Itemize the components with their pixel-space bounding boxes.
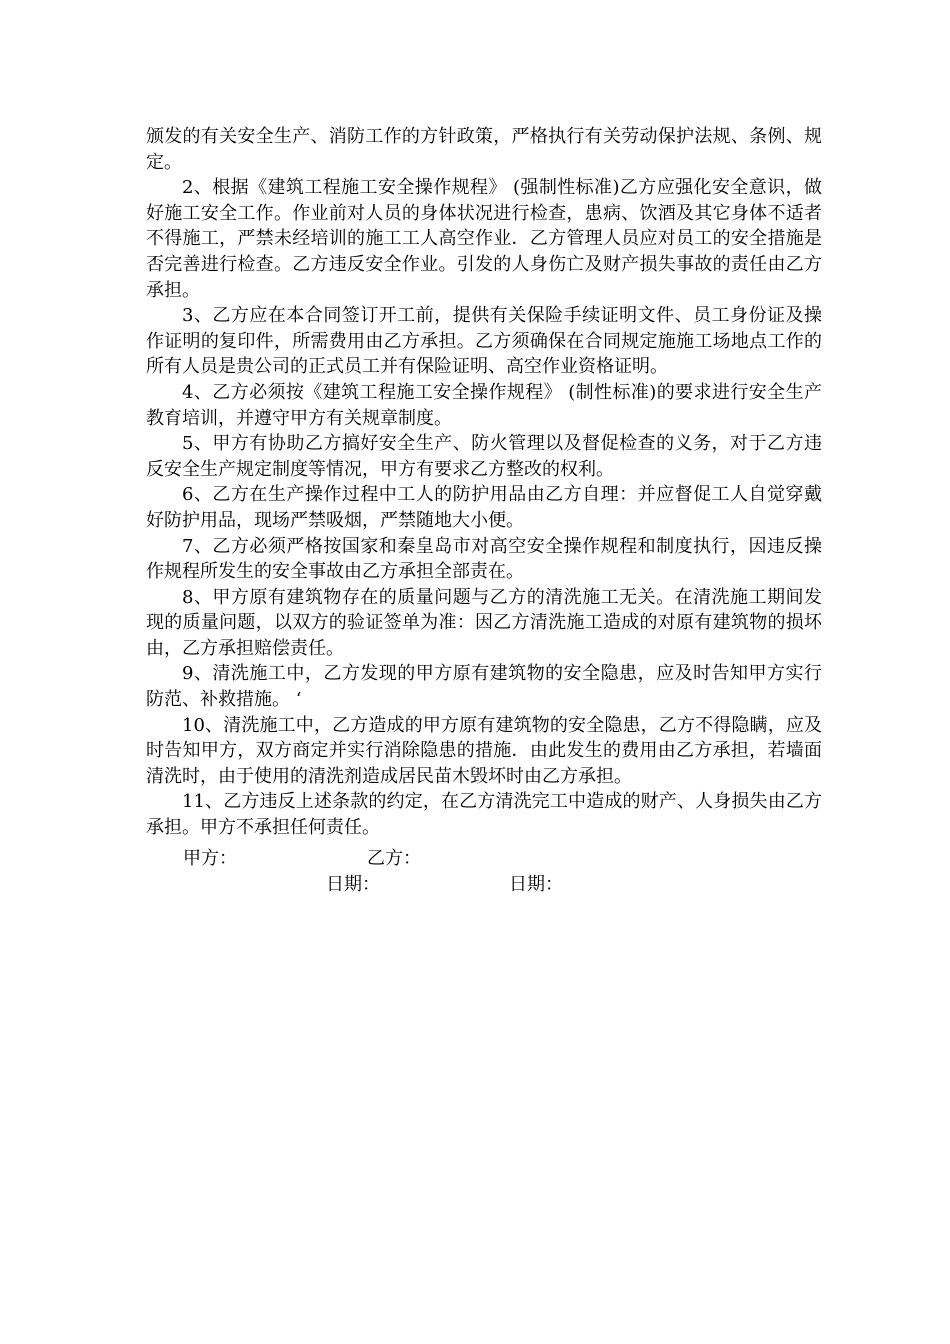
clause-2: 2、根据《建筑工程施工安全操作规程》 (强制性标准)乙方应强化安全意识，做好施工安全工作。作业前对人员的身体状况进行检查，患病、饮酒及其它身体不适者不得施工，严禁未经培训的施工工人高空作业．乙方管理人员应对员工的安全措施是否完善进行检查。乙方违反安全作业。引发的人身伤亡及财产损失事故的责任由乙方承担。 [146, 177, 822, 301]
clause-4: 4、乙方必须按《建筑工程施工安全操作规程》 (制性标准)的要求进行安全生产教育培训，并遵守甲方有关规章制度。 [146, 381, 822, 429]
party-a-signature-label: 甲方： [183, 848, 237, 869]
clause-10: 10、清洗施工中，乙方造成的甲方原有建筑物的安全隐患，乙方不得隐瞒，应及时告知甲方，双方商定并实行消除隐患的措施．由此发生的费用由乙方承担，若墙面清洗时，由于使用的清洗剂造成居民苗木毁坏时由乙方承担。 [146, 714, 822, 787]
clause-8: 8、甲方原有建筑物存在的质量问题与乙方的清洗施工无关。在清洗施工期间发现的质量问题，以双方的验证签单为准：因乙方清洗施工造成的对原有建筑物的损坏由，乙方承担赔偿责任。 [146, 586, 822, 659]
party-a-date-label: 日期： [326, 874, 380, 895]
paragraph-intro-continuation: 颁发的有关安全生产、消防工作的方针政策，严格执行有关劳动保护法规、条例、规定。 [146, 126, 822, 173]
party-b-date-label: 日期： [509, 874, 563, 895]
clause-5: 5、甲方有协助乙方搞好安全生产、防火管理以及督促检查的义务，对于乙方违反安全生产规定制度等情况，甲方有要求乙方整改的权利。 [146, 433, 822, 480]
clause-6: 6、乙方在生产操作过程中工人的防护用品由乙方自理：并应督促工人自觉穿戴好防护用品，现场严禁吸烟，严禁随地大小便。 [146, 484, 822, 531]
party-b-signature-label: 乙方： [367, 848, 421, 869]
contract-body [146, 124, 822, 841]
clause-3: 3、乙方应在本合同签订开工前，提供有关保险手续证明文件、员工身份证及操作证明的复印件，所需费用由乙方承担。乙方须确保在合同规定施施工场地点工作的所有人员是贵公司的正式员工并有保险证明、高空作业资格证明。 [146, 305, 822, 378]
clause-11: 11、乙方违反上述条款的约定，在乙方清洗完工中造成的财产、人身损失由乙方承担。甲方不承担任何责任。 [146, 791, 822, 839]
clause-7: 7、乙方必须严格按国家和秦皇岛市对高空安全操作规程和制度执行，因违反操作规程所发生的安全事故由乙方承担全部责在。 [146, 535, 822, 583]
clause-9: 9、清洗施工中，乙方发现的甲方原有建筑物的安全隐患，应及时告知甲方实行防范、补救措施。 ‘ [146, 663, 822, 711]
